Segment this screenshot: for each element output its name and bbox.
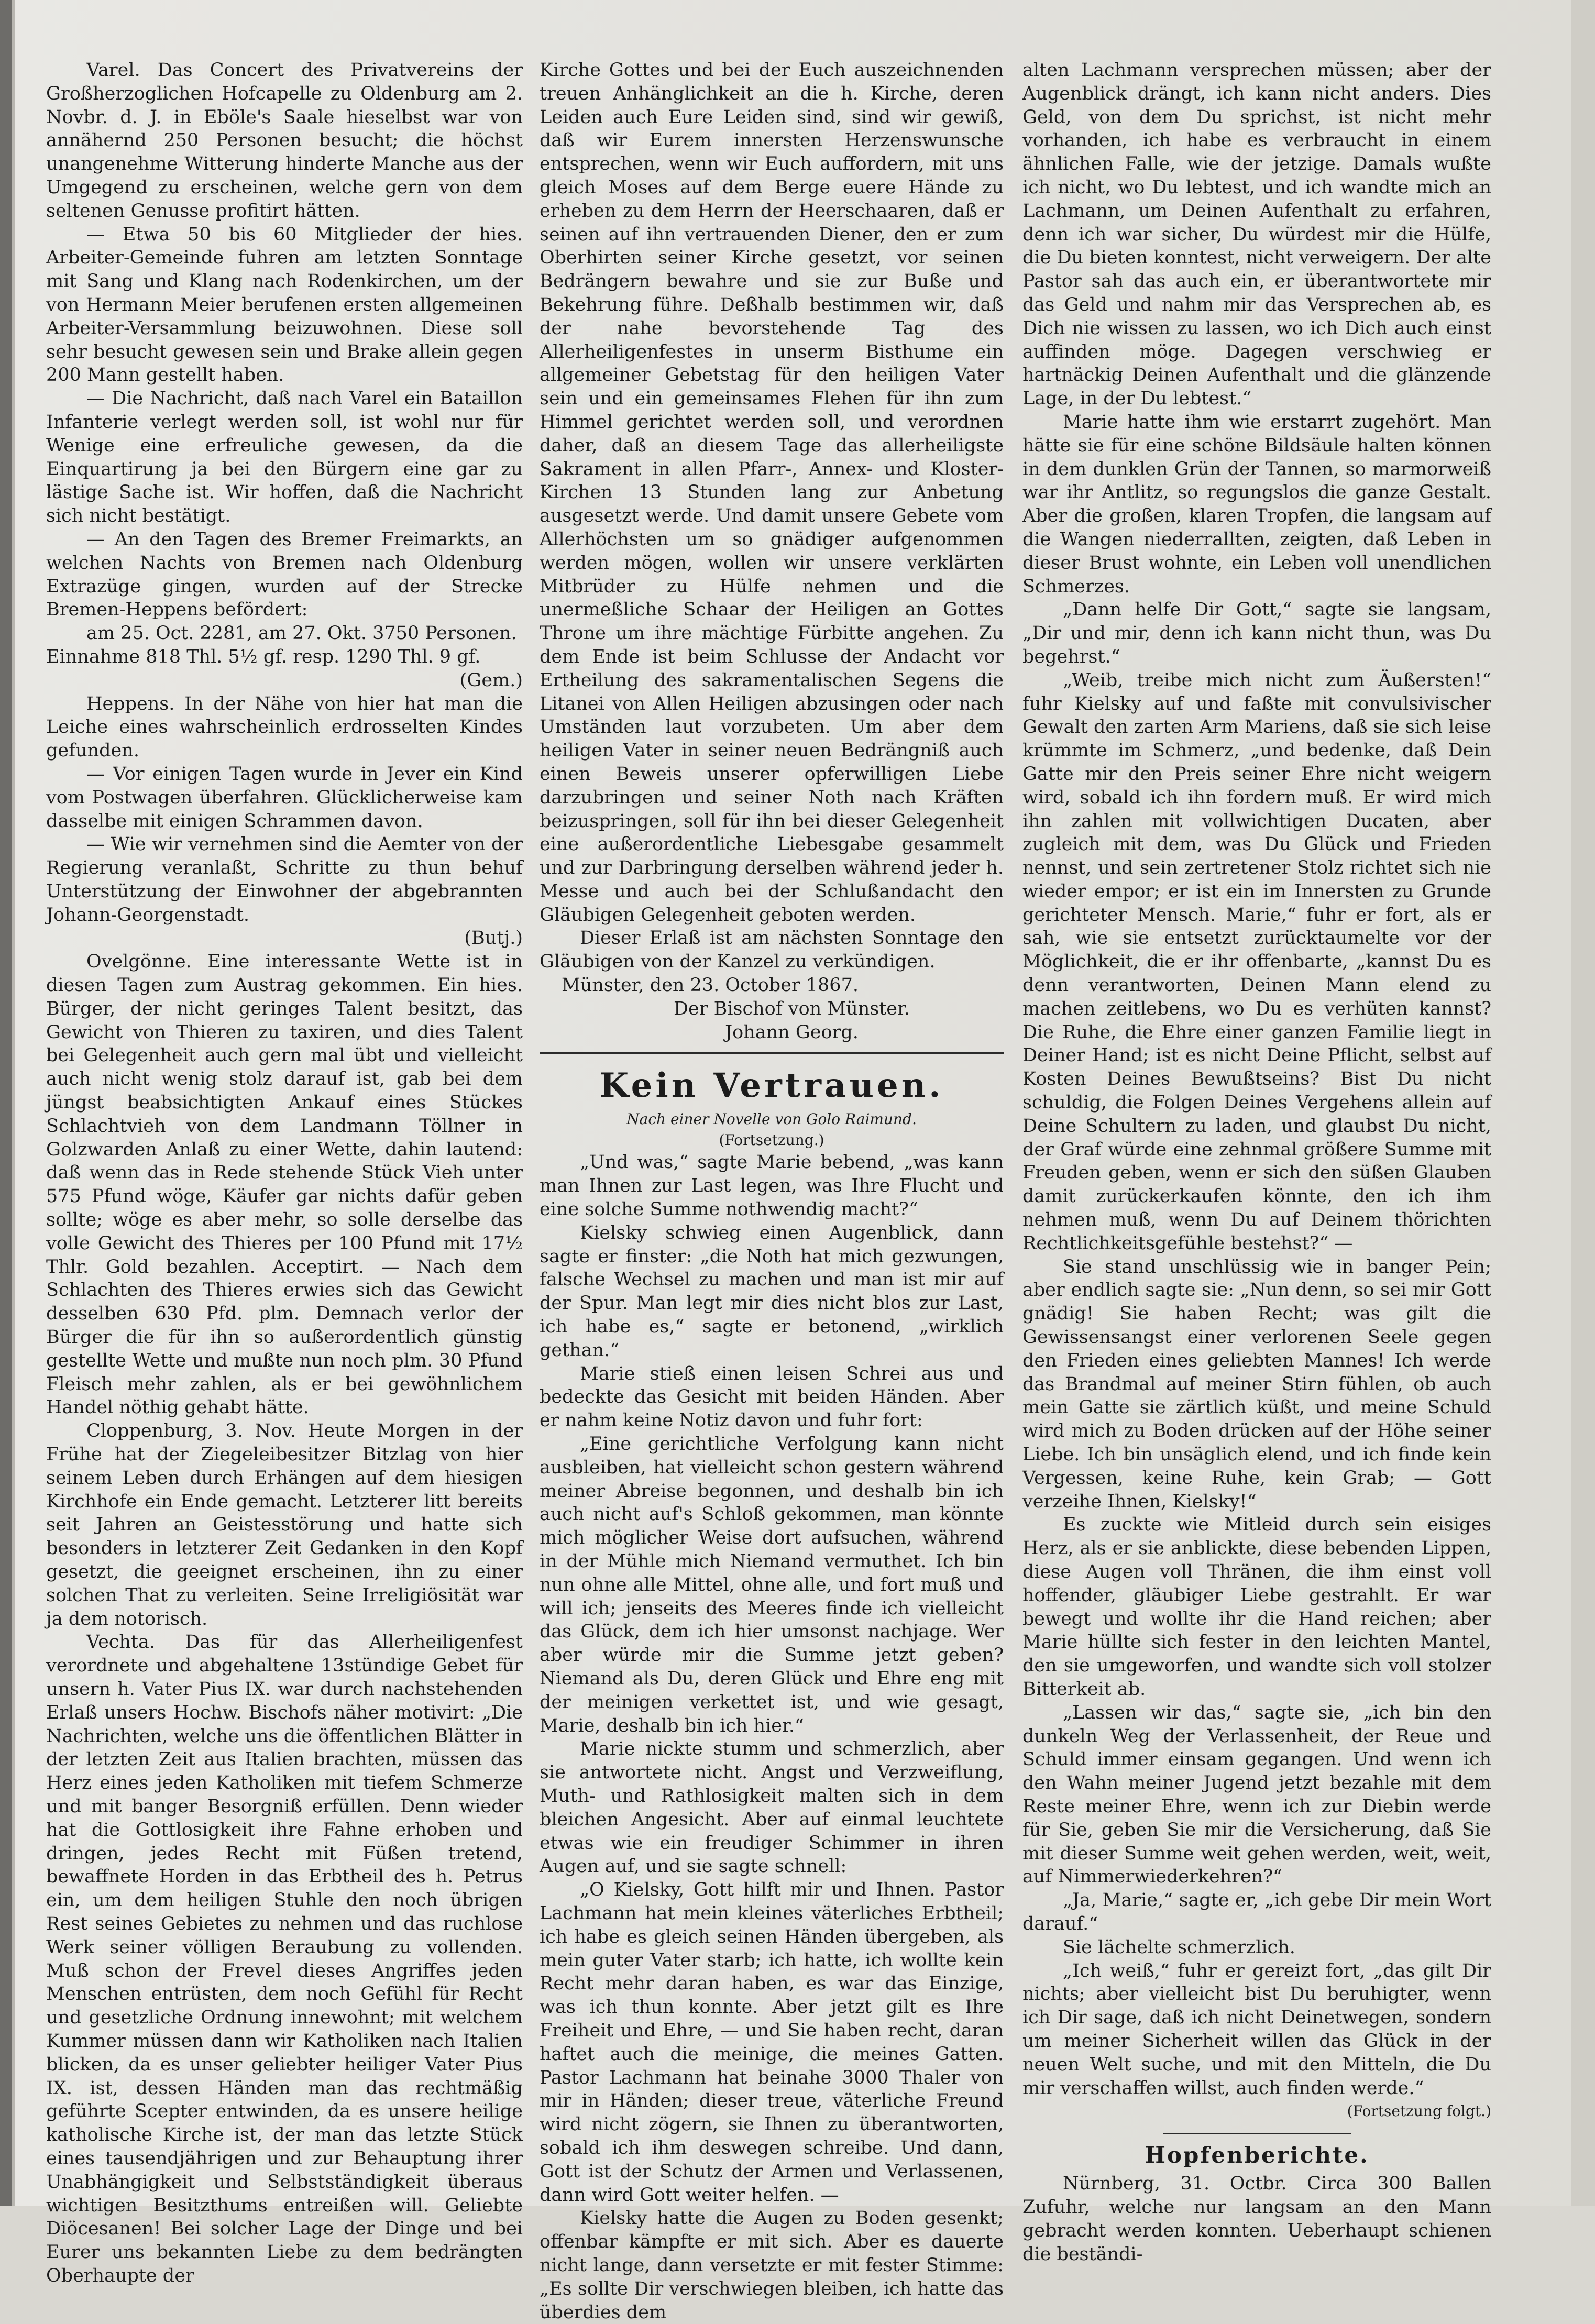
decree-announce: Dieser Erlaß ist am nächsten Sonntage den Gläubigen von der Kanzel zu verkündigen. <box>540 928 1004 973</box>
decree-text: Kirche Gottes und bei der Euch auszeichnenden treuen Anhänglichkeit an die h. Kirche, deren Leiden auch Eure Leiden sind, sind wir gewiß, daß wir Eurem innersten Herzenswunsche entsprechen, wenn wir Euch auffordern, mit uns gleich Moses auf dem Berge euere Hände zu erheben zu dem Herrn der Heerschaaren, daß er seinen auf ihn vertrauenden Diener, den er zum Oberhirten seiner Kirche gesetzt, vor seinen Bedrängern bewahre und sie zur Buße und Bekehrung führe. Deßhalb bestimmen wir, daß der nahe bevorstehende Tag des Allerheiligenfestes in unserm Bisthume ein allgemeiner Gebetstag für den heiligen Vater sein und ein gemeinsames Flehen für ihn zum Himmel gerichtet werden soll, und verordnen daher, daß an diesem Tage das allerheiligste Sakrament in allen Pfarr-, Annex- und Kloster-Kirchen 13 Stunden lang zur Anbetung ausgesetzt werde. Und damit unsere Gebete vom Allerhöchsten um so gnädiger aufgenommen werden mögen, wollen wir unsere verklärten Mitbrüder zu Hülfe nehmen und die unermeßliche Schaar der Heiligen an Gottes Throne um ihre mächtige Fürbitte angehen. Zu dem Ende ist beim Schlusse der Andacht vor Ertheilung des sakramentalischen Segens die Litanei von Allen Heiligen abzusingen oder nach Umständen laut vorzubeten. Um aber dem heiligen Vater in seiner neuen Bedrängniß auch einen Beweis unserer opferwilligen Liebe darzubringen und seiner Noth nach Kräften beizuspringen, soll für ihn bei dieser Gelegenheit eine außerordentliche Liebesgabe gesammelt und zur Darbringung derselben während jeder h. Messe und auch bei der Schlußandacht den Gläubigen Gelegenheit geboten werden. <box>540 60 1004 926</box>
freimarkt-income: Einnahme 818 Thl. 5½ gf. resp. 1290 Thl. 9 gf. <box>46 646 481 667</box>
story-continuation-note: (Fortsetzung folgt.) <box>1347 2102 1491 2120</box>
news-freimarkt: — An den Tagen des Bremer Freimarkts, an welchen Nachts von Bremen nach Oldenburg Extrazüge gingen, wurden auf der Strecke Bremen-Heppens befördert: <box>46 528 523 621</box>
news-aemter: — Wie wir vernehmen sind die Aemter von der Regierung veranlaßt, Schritte zu thun behuf Unterstützung der Einwohner der abgebrannten Johann-Georgenstadt. <box>46 834 523 926</box>
binding-shadow <box>12 0 15 2206</box>
story-subtitle: Nach einer Novelle von Golo Raimund. <box>626 1110 917 1128</box>
section-rule <box>540 1052 1004 1054</box>
story-paragraph: Marie nickte stumm und schmerzlich, aber sie antwortete nicht. Angst und Verzweiflung, Muth- und Rathlosigkeit malten sich in dem bleichen Angesicht. Aber auf einmal leuchtete etwas wie ein freudiger Schimmer in ihren Augen auf, und sie sagte schnell: <box>540 1738 1004 1877</box>
story-paragraph: alten Lachmann versprechen müssen; aber der Augenblick drängt, ich kann nicht anders. Dies Geld, von dem Du sprichst, ist nicht mehr vorhanden, ich habe es verbraucht in einem ähnlichen Falle, wie der jetzige. Damals wußte ich nicht, wo Du lebtest, und ich wandte mich an Lachmann, um Deinen Aufenthalt zu erfahren, denn ich war sicher, Du würdest mir die Hülfe, die Du bieten konntest, nicht verweigern. Der alte Pastor sah das auch ein, er überantwortete mir das Geld und nahm mir das Versprechen ab, es Dich nie wissen zu lassen, wo ich Dich auch einst auffinden möge. Dagegen verschwieg er hartnäckig Deinen Aufenthalt und die glänzende Lage, in der Du lebtest.“ <box>1022 60 1491 410</box>
section-rule <box>1163 2133 1351 2134</box>
story-paragraph: Marie hatte ihm wie erstarrt zugehört. Man hätte sie für eine schöne Bildsäule halten können in dem dunklen Grün der Tannen, so marmorweiß war ihr Antlitz, so regungslos die ganze Gestalt. Aber die großen, klaren Tropfen, die langsam auf die Wangen niederrallten, zeigten, daß Leben in dieser Brust wohnte, ein Leben voll unendlichen Schmerzes. <box>1022 411 1491 597</box>
story-paragraph: Es zuckte wie Mitleid durch sein eisiges Herz, als er sie anblickte, diese bebenden Lippen, diese Augen voll Thränen, die ihm einst voll hoffender, gläubiger Liebe gestrahlt. Er war bewegt und wollte ihr die Hand reichen; aber Marie hüllte sich fester in den leichten Mantel, den sie umgeworfen, und wandte sich voll stolzer Bitterkeit ab. <box>1022 1514 1491 1700</box>
news-varel-arbeiter: — Etwa 50 bis 60 Mitglieder der hies. Arbeiter-Gemeinde fuhren am letzten Sonntage mit Sang und Klang nach Rodenkirchen, um der von Hermann Meier berufenen ersten allgemeinen Arbeiter-Versammlung beizuwohnen. Diese soll sehr besucht gewesen sein und Brake allein gegen 200 Mann gestellt haben. <box>46 224 523 386</box>
page-edge <box>1571 0 1595 2206</box>
hops-report-title: Hopfenberichte. <box>1145 2142 1369 2168</box>
column-2 <box>540 59 1004 2324</box>
story-paragraph: „O Kielsky, Gott hilft mir und Ihnen. Pastor Lachmann hat mein kleines väterliches Erbtheil; ich habe es gleich seinen Händen übergeben, als mein guter Vater starb; ich hatte, ich wollte kein Recht mehr daran haben, es war das Einzige, was ich thun konnte. Aber jetzt gilt es Ihre Freiheit und Ehre, — und Sie haben recht, daran haftet auch die meinige, die meines Gatten. Pastor Lachmann hat beinahe 3000 Thaler von mir in Händen; dieser treue, väterliche Freund wird nicht zögern, sie Ihnen zu überantworten, sobald ich ihm deswegen schreibe. Und dann, Gott ist der Schutz der Armen und Verlassenen, dann wird Gott weiter helfen. — <box>540 1879 1004 2206</box>
story-title: Kein Vertrauen. <box>599 1066 944 1106</box>
news-vechta: Vechta. Das für das Allerheiligenfest verordnete und abgehaltene 13stündige Gebet für unsern h. Vater Pius IX. war durch nachstehenden Erlaß unsers Hochw. Bischofs näher motivirt: „Die Nachrichten, welche uns die öffentlichen Blätter in der letzten Zeit aus Italien brachten, müssen das Herz eines jeden Katholiken mit tiefem Schmerze und mit banger Besorgniß erfüllen. Denn wieder hat die Gottlosigkeit ihre Fahne erhoben und dringen, jedes Recht mit Füßen tretend, bewaffnete Horden in das Erbtheil des h. Petrus ein, um dem heiligen Stuhle den noch übrigen Rest seines Gebietes zu nehmen und das ruchlose Werk seiner völligen Beraubung zu vollenden. Muß schon der Frevel dieses Angriffes jeden Menschen entrüsten, dem noch Gefühl für Recht und gesetzliche Ordnung innewohnt; mit welchem Kummer müssen dann wir Katholiken nach Italien blicken, da es unser geliebter heiliger Vater Pius IX. ist, dessen Händen man das rechtmäßig geführte Scepter entwinden, da es unsere heilige katholische Kirche ist, der man das letzte Stück eines tausendjährigen und zur Behauptung ihrer Unabhängigkeit und Selbstständigkeit überaus wichtigen Besitzthums entreißen will. Geliebte Diöcesanen! Bei solcher Lage der Dinge und bei Eurer uns bekannten Liebe zu dem bedrängten Oberhaupte der <box>46 1632 523 2286</box>
binding-edge <box>0 0 12 2206</box>
news-jever: — Vor einigen Tagen wurde in Jever ein Kind vom Postwagen überfahren. Glücklicherweise kam dasselbe mit einigen Schrammen davon. <box>46 763 523 832</box>
story-paragraph: Sie lächelte schmerzlich. <box>1063 1936 1295 1958</box>
story-paragraph: „Weib, treibe mich nicht zum Äußersten!“ fuhr Kielsky auf und faßte mit convulsivischer Gewalt den zarten Arm Mariens, daß sie sich leise krümmte im Schmerz, „und bedenke, daß Dein Gatte mir den Preis seiner Ehre nicht weigern wird, sobald ich ihn fordern muß. Er wird mich ihn zahlen mit vollwichtigen Ducaten, aber zugleich mit dem, was Du Glück und Frieden nennst, und sein zertretener Stolz richtet sich nie wieder empor; er ist ein im Innersten zu Grunde gerichteter Mensch. Marie,“ fuhr er fort, als er sah, wie sie entsetzt zurücktaumelte vor der Möglichkeit, die er ihr offenbarte, „kannst Du es denn verantworten, Deinen Mann elend zu machen zeitlebens, wo Du es verhüten kannst? Die Ruhe, die Ehre einer ganzen Familie liegt in Deiner Hand; ist es nicht Deine Pflicht, selbst auf Kosten Deines Bewußtseins? Bist Du nicht schuldig, die Folgen Deines Vergehens allein auf Deine Schultern zu laden, und glaubst Du nicht, der Graf würde eine zehnmal größere Summe mit Freuden geben, wenn er sich den süßen Glauben damit zurückerkaufen könnte, den ich ihm nehmen muß, wenn Du auf Deinem thörichten Rechtlichkeitsgefühle bestehst?“ — <box>1022 669 1491 1254</box>
news-cloppenburg: Cloppenburg, 3. Nov. Heute Morgen in der Frühe hat der Ziegeleibesitzer Bitzlag von hier seinem Leben durch Erhängen auf dem hiesigen Kirchhofe ein Ende gemacht. Letzterer litt bereits seit Jahren an Geistesstörung und hatte sich besonders in letzterer Zeit Gedanken in den Kopf gesetzt, die geeignet erscheinen, ihn zu einer solchen That zu verleiten. Seine Irreligiösität war ja dem notorisch. <box>46 1420 523 1629</box>
story-paragraph: Marie stieß einen leisen Schrei aus und bedeckte das Gesicht mit beiden Händen. Aber er nahm keine Notiz davon und fuhr fort: <box>540 1363 1004 1431</box>
hops-report-text: Nürnberg, 31. Octbr. Circa 300 Ballen Zufuhr, welche nur langsam an den Mann gebracht werden konnten. Ueberhaupt schienen die beständi- <box>1022 2173 1491 2265</box>
column-1 <box>46 59 523 2288</box>
story-paragraph: Kielsky hatte die Augen zu Boden gesenkt; offenbar kämpfte er mit sich. Aber es dauerte nicht lange, dann versetzte er mit fester Stimme: „Es sollte Dir verschwiegen bleiben, ich hatte das überdies dem <box>540 2208 1004 2323</box>
story-continued: (Fortsetzung.) <box>719 1131 824 1149</box>
source-gem: (Gem.) <box>459 669 523 691</box>
story-paragraph: „Ich weiß,“ fuhr er gereizt fort, „das gilt Dir nichts; aber vielleicht bist Du beruhigter, wenn ich Dir sage, daß ich nicht Deinetwegen, sondern um meiner Sicherheit willen das Glück in der neuen Welt suche, und mit den Mitteln, die Du mir verschaffen willst, auch finden werde.“ <box>1022 1960 1491 2099</box>
story-paragraph: „Dann helfe Dir Gott,“ sagte sie langsam, „Dir und mir, denn ich kann nicht thun, was Du begehrst.“ <box>1022 599 1491 667</box>
story-paragraph: „Lassen wir das,“ sagte sie, „ich bin den dunkeln Weg der Verlassenheit, der Reue und Schuld immer einsam gegangen. Und wenn ich den Wahn meiner Jugend jetzt bezahle mit dem Reste meiner Ehre, wenn ich zur Diebin werde für Sie, geben Sie mir die Versicherung, daß Sie mit dieser Summe weit gehen werden, weit, weit, auf Nimmerwiederkehren?“ <box>1022 1702 1491 1888</box>
news-varel-concert: Varel. Das Concert des Privatvereins der Großherzoglichen Hofcapelle zu Oldenburg am 2. Novbr. d. J. in Eböle's Saale hieselbst war von annähernd 250 Personen besucht; die höchst unangenehme Witterung hinderte Manche aus der Umgegend zu erscheinen, welche gern von dem seltenen Genusse profitirt hätten. <box>46 60 523 222</box>
source-butj: (Butj.) <box>464 928 523 949</box>
story-paragraph: „Und was,“ sagte Marie bebend, „was kann man Ihnen zur Last legen, was Ihre Flucht und eine solche Summe nothwendig macht?“ <box>540 1152 1004 1220</box>
decree-signer-name: Johann Georg. <box>725 1021 859 1043</box>
decree-signer-title: Der Bischof von Münster. <box>674 998 910 1019</box>
column-3 <box>1022 59 1491 2266</box>
freimarkt-passengers: am 25. Oct. 2281, am 27. Okt. 3750 Personen. <box>86 623 517 644</box>
news-ovelgoenne: Ovelgönne. Eine interessante Wette ist in diesen Tagen zum Austrag gekommen. Ein hies. Bürger, der nicht geringes Talent besitzt, das Gewicht von Thieren zu taxiren, und dies Talent bei Gelegenheit auch gern mal übt und vielleicht auch nicht wenig stolz darauf ist, gab bei dem jüngst beabsichtigten Ankauf eines Stückes Schlachtvieh von dem Landmann Töllner in Golzwarden Anlaß zu einer Wette, dahin lautend: daß wenn das in Rede stehende Stück Vieh unter 575 Pfund wöge, Käufer gar nichts dafür geben sollte; wöge es aber mehr, so solle derselbe das volle Gewicht des Thieres per 100 Pfund mit 17½ Thlr. Gold bezahlen. Acceptirt. — Nach dem Schlachten des Thieres erwies sich das Gewicht desselben 630 Pfd. plm. Demnach verlor der Bürger die für ihn so außerordentlich günstig gestellte Wette und mußte nun noch plm. 30 Pfund Fleisch mehr zahlen, als er bei gewöhnlichem Handel nöthig gehabt hätte. <box>46 951 523 1418</box>
decree-date: Münster, den 23. October 1867. <box>562 975 859 996</box>
news-heppens: Heppens. In der Nähe von hier hat man die Leiche eines wahrscheinlich erdrosselten Kindes gefunden. <box>46 693 523 762</box>
story-paragraph: Sie stand unschlüssig wie in banger Pein; aber endlich sagte sie: „Nun denn, so sei mir Gott gnädig! Sie haben Recht; was gilt die Gewissensangst einer verlorenen Seele gegen den Frieden eines geliebten Mannes! Ich werde das Brandmal auf meiner Stirn fühlen, ob auch mein Gatte sie zärtlich küßt, und meine Schuld wird mich zu Boden drücken auf der Höhe seiner Liebe. Ich bin unsäglich elend, und ich finde kein Vergessen, keine Ruhe, kein Grab; — Gott verzeihe Ihnen, Kielsky!“ <box>1022 1256 1491 1512</box>
story-paragraph: „Eine gerichtliche Verfolgung kann nicht ausbleiben, hat vielleicht schon gestern während meiner Abreise begonnen, und deshalb bin ich auch nicht auf's Schloß gekommen, man könnte mich möglicher Weise dort aufsuchen, während in der Mühle mich Niemand vermuthet. Ich bin nun ohne alle Mittel, ohne alle, und fort muß und will ich; jenseits des Meeres finde ich vielleicht das Glück, dem ich hier umsonst nachjage. Wer aber würde mir die Summe jetzt geben? Niemand als Du, deren Glück und Ehre eng mit der meinigen verkettet ist, und wie gesagt, Marie, deshalb bin ich hier.“ <box>540 1434 1004 1736</box>
news-varel-bataillon: — Die Nachricht, daß nach Varel ein Bataillon Infanterie verlegt werden soll, ist wohl nur für Wenige eine erfreuliche gewesen, da die Einquartirung ja bei den Bürgern eine gar zu lästige Sache ist. Wir hoffen, daß die Nachricht sich nicht bestätigt. <box>46 388 523 527</box>
story-paragraph: Kielsky schwieg einen Augenblick, dann sagte er finster: „die Noth hat mich gezwungen, falsche Wechsel zu machen und man ist mir auf der Spur. Man legt mir dies nicht blos zur Last, ich habe es,“ sagte er betonend, „wirklich gethan.“ <box>540 1222 1004 1361</box>
story-paragraph: „Ja, Marie,“ sagte er, „ich gebe Dir mein Wort darauf.“ <box>1022 1890 1491 1934</box>
